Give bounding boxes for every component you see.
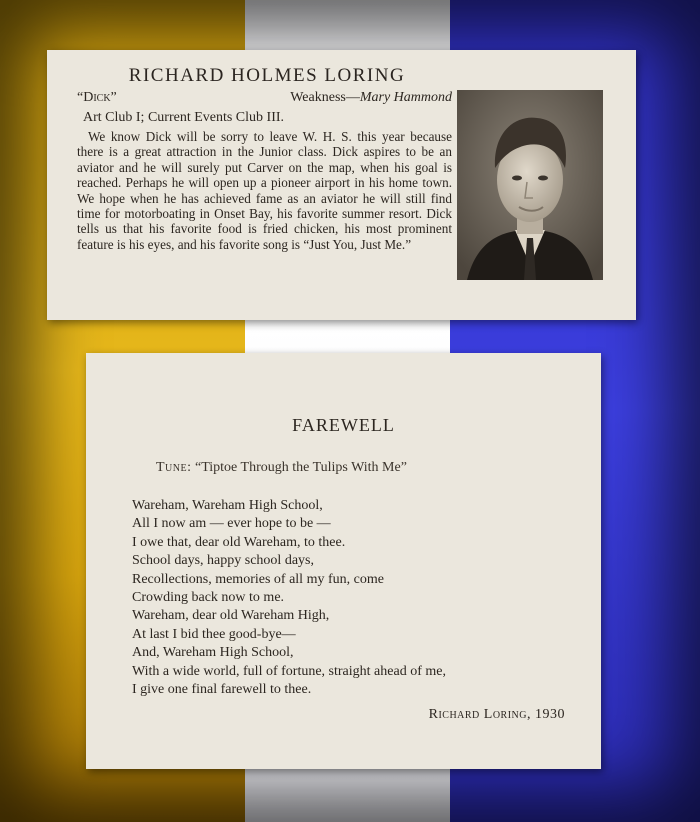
weakness-label: Weakness— <box>290 90 360 105</box>
poem-line: I give one final farewell to thee. <box>132 682 312 698</box>
poem-body <box>132 497 446 699</box>
farewell-poem-card <box>86 353 601 769</box>
tune-line <box>156 460 407 476</box>
poem-line: Crowding back now to me. <box>132 590 285 606</box>
poem-line: All I now am — ever hope to be — <box>132 516 331 532</box>
poem-line: With a wide world, full of fortune, straight ahead of me, <box>132 663 446 679</box>
yearbook-profile-card <box>47 50 636 320</box>
poem-line: Recollections, memories of all my fun, come <box>132 571 384 587</box>
student-portrait-photo <box>457 90 603 280</box>
nickname-line <box>77 90 452 106</box>
tune-label: Tune: <box>156 460 192 475</box>
clubs-line: Art Club I; Current Events Club III. <box>83 110 285 125</box>
poem-line: At last I bid thee good-bye— <box>132 626 296 642</box>
poem-line: School days, happy school days, <box>132 553 314 569</box>
nickname: “Dick” <box>77 90 117 105</box>
tune-value: “Tiptoe Through the Tulips With Me” <box>195 460 407 475</box>
poem-line: Wareham, dear old Wareham High, <box>132 608 330 624</box>
poem-title: FAREWELL <box>292 415 395 435</box>
poem-signature: Richard Loring, 1930 <box>428 707 565 722</box>
poem-line: And, Wareham High School, <box>132 645 294 661</box>
weakness-value: Mary Hammond <box>359 90 452 105</box>
poem-line: I owe that, dear old Wareham, to thee. <box>132 534 346 550</box>
student-name: RICHARD HOLMES LORING <box>128 65 406 86</box>
poem-line: Wareham, Wareham High School, <box>132 498 323 513</box>
bio-paragraph: We know Dick will be sorry to leave W. H. S. this year because there is a great attraction in the Junior class. Dick aspires to be an aviator and he will surely put Carver on the map, when his goal is reached. Perhaps he will open up a pioneer airport in his home town. We hope when he has achieved fame as an aviator he will still find time for motorboating in Onset Bay, his favorite summer resort. Dick tells us that his favorite food is fried chicken, his most prominent feature is his eyes, and his favorite song is “Just You, Just Me.” <box>77 129 452 252</box>
weakness <box>290 90 452 106</box>
